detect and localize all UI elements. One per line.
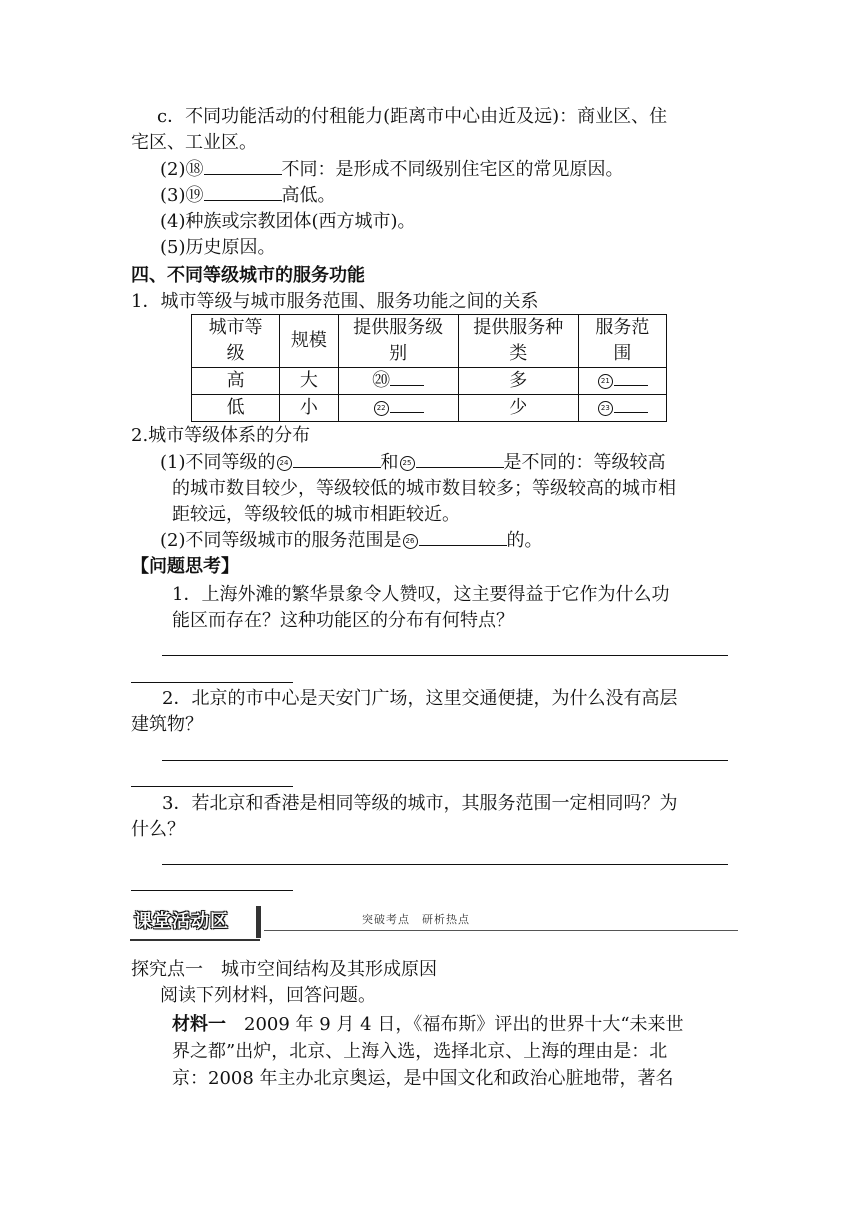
circled-number-22: 22 <box>374 401 389 416</box>
question-3-cont: 什么？ <box>131 819 185 840</box>
table-cell <box>338 395 458 422</box>
answer-blank[interactable] <box>614 368 648 386</box>
table-header-cell: 提供服务级 别 <box>338 315 458 368</box>
circled-number-25: 25 <box>400 456 415 471</box>
answer-line[interactable] <box>162 655 728 656</box>
table-cell: 高 <box>192 368 280 395</box>
think-heading: 【问题思考】 <box>131 556 239 577</box>
answer-blank[interactable] <box>614 395 648 413</box>
list-item-5: (5)历史原因。 <box>160 237 276 258</box>
distribution-item-1-cont: 的城市数目较少，等级较低的城市数目较多；等级较高的城市相 <box>172 478 676 499</box>
banner-title: 课堂活动区 <box>134 911 229 932</box>
list-item-4: (4)种族或宗教团体(西方城市)。 <box>160 211 416 232</box>
fill-blank-18: (2)⑱ 不同：是形成不同级别住宅区的常见原因。 <box>160 159 624 180</box>
section-heading-4: 四、不同等级城市的服务功能 <box>131 265 365 286</box>
answer-blank[interactable] <box>390 368 424 386</box>
fill-blank-19: (3)⑲ 高低。 <box>160 185 336 206</box>
answer-blank[interactable] <box>204 183 282 201</box>
answer-blank[interactable] <box>390 395 424 413</box>
answer-line[interactable] <box>162 864 728 865</box>
table-row <box>192 368 667 395</box>
banner-underline <box>130 939 260 941</box>
answer-line[interactable] <box>162 760 728 761</box>
question-1: 1．上海外滩的繁华景象令人赞叹，这主要得益于它作为什么功 <box>172 584 670 605</box>
material-1-cont2: 京：2008 年主办北京奥运，是中国文化和政治心脏地带，著名 <box>172 1068 674 1089</box>
answer-line[interactable] <box>131 786 293 787</box>
city-grade-table <box>191 314 667 422</box>
distribution-item-1: (1)不同等级的 24 和 25 是不同的：等级较高 <box>160 452 666 473</box>
distribution-item-1-cont2: 距较远，等级较低的城市相距较近。 <box>172 504 460 525</box>
table-header-row <box>192 315 667 368</box>
table-cell: 小 <box>280 395 338 422</box>
table-cell: 大 <box>280 368 338 395</box>
text-line-c: c．不同功能活动的付租能力(距离市中心由近及远)：商业区、住 <box>157 106 668 127</box>
table-header-cell: 服务范 围 <box>578 315 666 368</box>
table-cell <box>578 368 666 395</box>
answer-blank[interactable] <box>204 157 282 175</box>
table-row <box>192 395 667 422</box>
subheading-2: 2.城市等级体系的分布 <box>131 425 311 446</box>
question-3: 3．若北京和香港是相同等级的城市，其服务范围一定相同吗？为 <box>162 793 678 814</box>
explore-heading: 探究点一 城市空间结构及其形成原因 <box>131 959 437 980</box>
answer-blank[interactable] <box>416 450 504 468</box>
circled-number-26: 26 <box>403 534 418 549</box>
distribution-item-2: (2)不同等级城市的服务范围是 26 的。 <box>160 530 543 551</box>
answer-line[interactable] <box>131 682 293 683</box>
table-cell: ⑳ <box>338 368 458 395</box>
banner-divider <box>256 906 261 938</box>
table-header-cell: 城市等 级 <box>192 315 280 368</box>
read-prompt: 阅读下列材料，回答问题。 <box>160 985 376 1006</box>
question-2-cont: 建筑物？ <box>131 714 203 735</box>
answer-line[interactable] <box>131 890 293 891</box>
question-1-cont: 能区而存在？这种功能区的分布有何特点？ <box>172 610 514 631</box>
circled-number-23: 23 <box>598 401 613 416</box>
table-header-cell: 提供服务种 类 <box>458 315 578 368</box>
circled-number-24: 24 <box>277 456 292 471</box>
answer-blank[interactable] <box>419 528 507 546</box>
text-line-c-cont: 宅区、工业区。 <box>131 132 257 153</box>
table-header-cell: 规模 <box>280 315 338 368</box>
table-cell: 少 <box>458 395 578 422</box>
question-2: 2．北京的市中心是天安门广场，这里交通便捷，为什么没有高层 <box>162 688 678 709</box>
material-1-cont: 界之都”出炉，北京、上海入选，选择北京、上海的理由是：北 <box>172 1041 668 1062</box>
answer-blank[interactable] <box>293 450 381 468</box>
material-1: 材料一 2009 年 9 月 4 日，《福布斯》评出的世界十大“未来世 <box>172 1014 684 1035</box>
material-label: 材料一 <box>172 1014 226 1035</box>
table-cell: 低 <box>192 395 280 422</box>
banner-rule <box>264 930 738 931</box>
subheading-1: 1．城市等级与城市服务范围、服务功能之间的关系 <box>131 291 539 312</box>
section-banner <box>130 906 738 940</box>
table-cell <box>578 395 666 422</box>
table-cell: 多 <box>458 368 578 395</box>
circled-number-21: 21 <box>598 374 613 389</box>
banner-subtitle: 突破考点 研析热点 <box>362 913 470 926</box>
